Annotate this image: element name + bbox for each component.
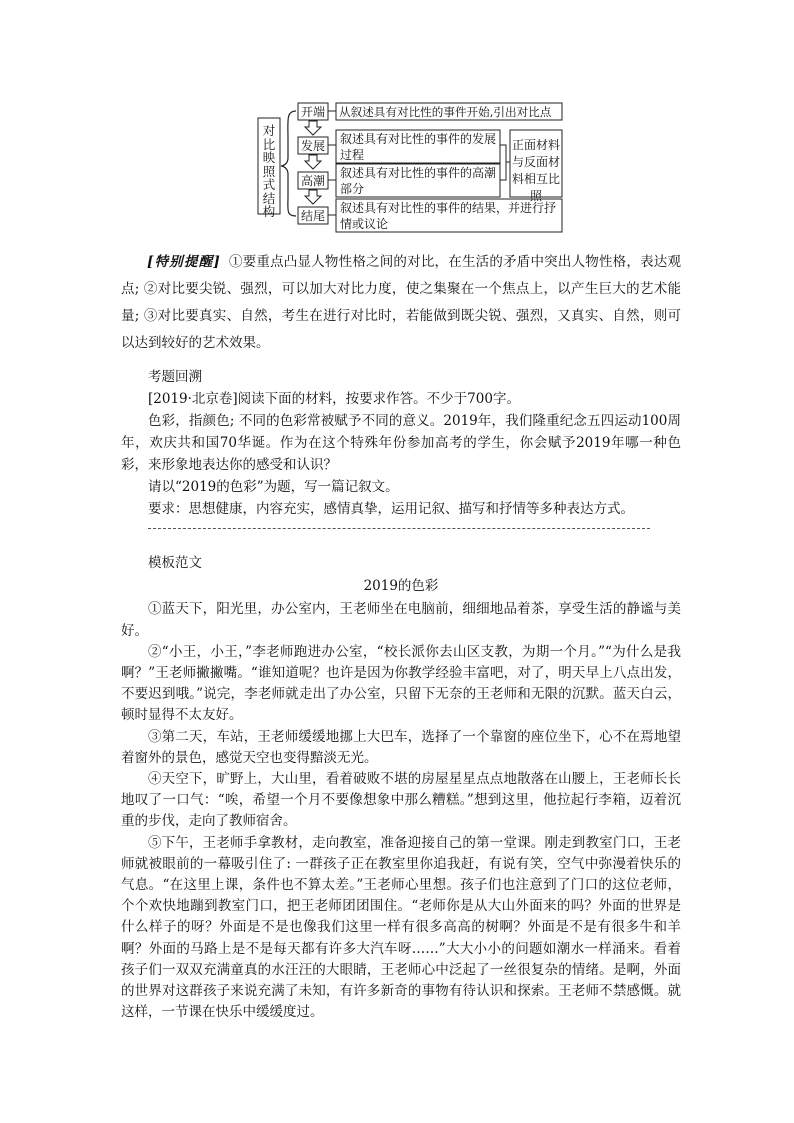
essay-heading: 模板范文	[148, 555, 202, 571]
dashed-divider	[148, 528, 650, 529]
special-reminder	[121, 249, 681, 357]
desc-climax: 叙述具有对比性的事件的高潮部分	[340, 166, 497, 196]
exam-task: 请以“2019的色彩”为题，写一篇记叙文。	[148, 479, 399, 495]
down-arrows	[305, 121, 321, 204]
reminder-label: [特别提醒]	[147, 254, 221, 270]
desc-ending: 叙述具有对比性的事件的结果，并进行抒情或议论	[340, 201, 557, 231]
exam-material: 色彩，指颜色; 不同的色彩常被赋予不同的意义。2019年，我们隆重纪念五四运动100周年，欢庆共和国70华诞。作为在这个特殊年份参加高考的学生，你会赋予2019年哪一种色彩，来形象地表达你的感受和认识？	[121, 413, 681, 473]
essay-title: 2019的色彩	[363, 578, 439, 595]
exam-section	[121, 366, 681, 520]
model-essay	[121, 553, 681, 1023]
exam-heading: 考题回溯	[148, 369, 202, 385]
essay-paragraph-3: ③第二天，车站，王老师缓缓地挪上大巴车，选择了一个靠窗的座位坐下，心不在焉地望着窗外的景色，感觉天空也变得黯淡无光。	[121, 728, 681, 766]
reminder-text: ①要重点凸显人物性格之间的对比，在生活的矛盾中突出人物性格，表达观点; ②对比要尖锐、强烈，可以加大对比力度，使之集聚在一个焦点上，以产生巨大的艺术能量; ③对比要真实、自然，考生在进行对比时，若能做到既尖锐、强烈，又真实、自然，则可以达到较好的艺术效果。	[121, 254, 681, 351]
brace	[281, 111, 296, 216]
essay-paragraph-4: ④天空下，旷野上，大山里，看着破败不堪的房屋星星点点地散落在山腰上，王老师长长地叹了一口气：“唉，希望一个月不要像想象中那么糟糕。”想到这里，他拉起行李箱，迈着沉重的步伐，走向了教师宿舍。	[121, 771, 681, 830]
essay-paragraph-5: ⑤下午，王老师手拿教材，走向教室，准备迎接自己的第一堂课。刚走到教室门口，王老师就被眼前的一幕吸引住了: 一群孩子正在教室里你追我赶，有说有笑，空气中弥漫着快乐的气息。“在这里上课，条件也不算太差。”王老师心里想。孩子们也注意到了门口的这位老师，个个欢快地蹦到教室门口，把王老师团团围住。“老师你是从大山外面来的吗？外面的世界是什么样子的呀？外面是不是也像我们这里一样有很多高高的树啊？外面是不是有很多牛和羊啊？外面的马路上是不是每天都有许多大汽车呀……”大大小小的问题如潮水一样涌来。看着孩子们一双双充满童真的水汪汪的大眼睛，王老师心中泛起了一丝很复杂的情绪。是啊，外面的世界对这群孩子来说充满了未知，有许多新奇的事物有待认识和探索。王老师不禁感慨。就这样，一节课在快乐中缓缓度过。	[121, 834, 681, 1021]
diagram-vertical-label: 对比映照式结构	[262, 123, 276, 219]
node-climax: 高潮	[300, 174, 325, 188]
desc-development: 叙述具有对比性的事件的发展过程	[340, 132, 497, 162]
node-start: 开端	[300, 105, 325, 119]
structure-diagram	[0, 0, 794, 240]
node-ending: 结尾	[300, 209, 325, 223]
exam-source: [2019·北京卷]阅读下面的材料，按要求作答。不少于700字。	[148, 391, 520, 407]
essay-paragraph-2: ②“小王，小王，”李老师跑进办公室，“校长派你去山区支教，为期一个月。”“为什么是我啊？”王老师撇撇嘴。“谁知道呢？也许是因为你教学经验丰富吧，对了，明天早上八点出发，不要迟到哦。”说完，李老师就走出了办公室，只留下无奈的王老师和无限的沉默。蓝天白云，顿时显得不太友好。	[121, 643, 681, 724]
side-note: 正面材料与反面材料相互比照	[512, 138, 561, 203]
node-development: 发展	[300, 139, 325, 153]
essay-paragraph-1: ①蓝天下，阳光里，办公室内，王老师坐在电脑前，细细地品着茶，享受生活的静谧与美好。	[121, 601, 681, 639]
exam-requirements: 要求：思想健康，内容充实，感情真挚，运用记叙、描写和抒情等多种表达方式。	[148, 501, 634, 517]
desc-start: 从叙述具有对比性的事件开始,引出对比点	[339, 105, 552, 119]
right-brace	[500, 145, 510, 180]
